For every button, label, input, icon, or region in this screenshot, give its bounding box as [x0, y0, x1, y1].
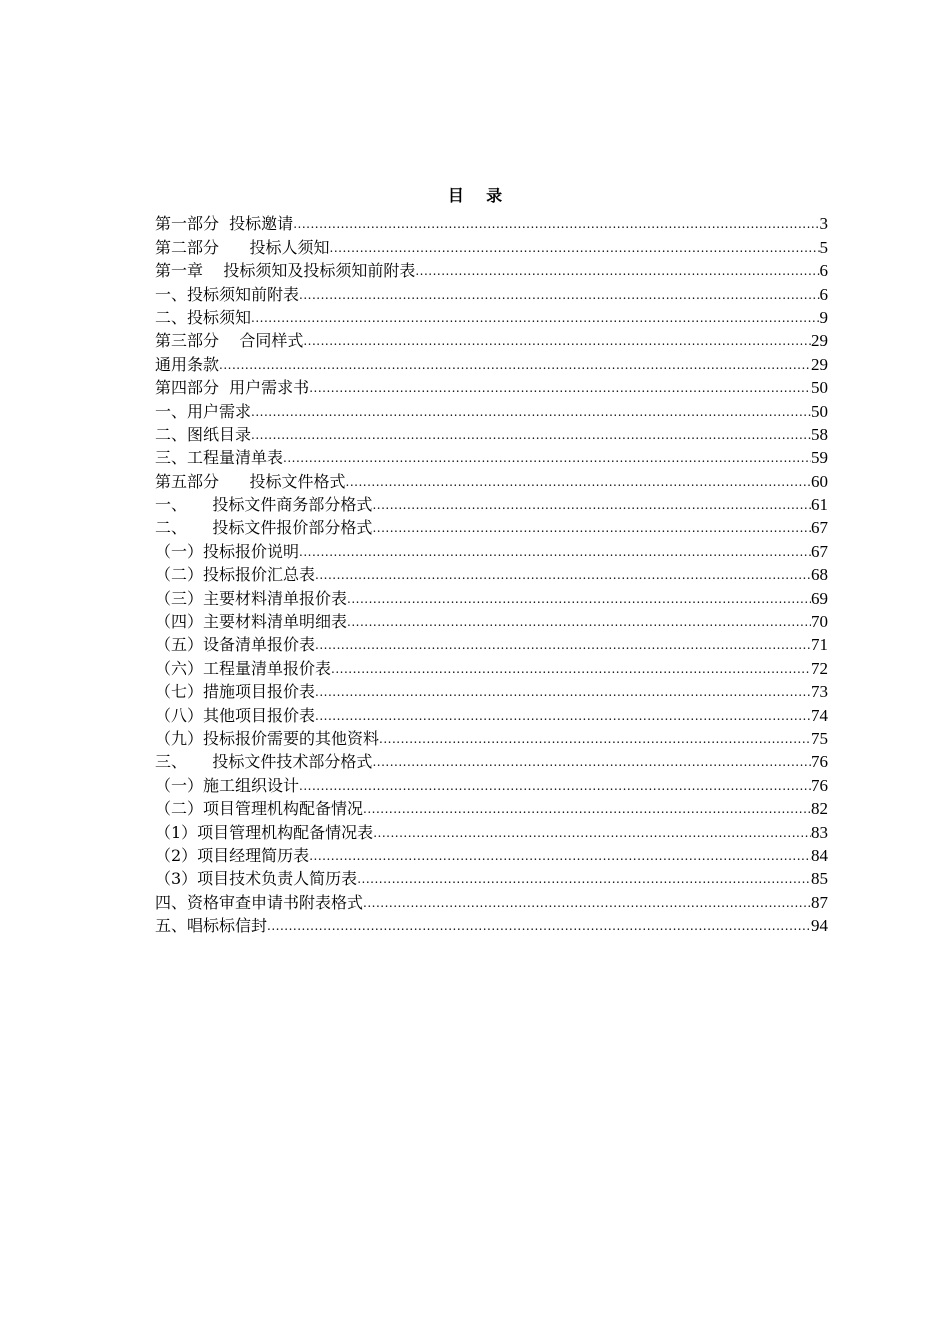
toc-entry[interactable] [155, 282, 828, 305]
toc-entry-label: （九）投标报价需要的其他资料 [155, 728, 380, 748]
toc-entry-label: 三、工程量清单表 [155, 448, 284, 468]
toc-entry[interactable] [155, 844, 828, 867]
toc-dot-leader [372, 497, 811, 513]
toc-entry-page-number: 82 [811, 799, 828, 819]
toc-entry[interactable] [155, 750, 828, 773]
toc-entry[interactable] [155, 446, 828, 469]
toc-dot-leader [299, 544, 811, 560]
toc-dot-leader [315, 708, 811, 724]
toc-entry-page-number: 73 [811, 682, 828, 702]
toc-entry-page-number: 9 [819, 307, 828, 327]
toc-entry-page-number: 76 [811, 752, 828, 772]
toc-entry-label: 四、资格审查申请书附表格式 [155, 892, 364, 912]
toc-entry-label: （1）项目管理机构配备情况表 [155, 822, 374, 842]
toc-entry-page-number: 74 [811, 705, 828, 725]
toc-entry-label: 第一部分 投标邀请 [155, 214, 294, 234]
toc-dot-leader [251, 427, 811, 443]
toc-entry[interactable] [155, 423, 828, 446]
toc-entry[interactable] [155, 797, 828, 820]
toc-entry[interactable] [155, 212, 828, 235]
toc-dot-leader [357, 871, 811, 887]
toc-dot-leader [251, 404, 811, 420]
toc-dot-leader [331, 661, 811, 677]
toc-dot-leader [283, 450, 811, 466]
toc-dot-leader [346, 474, 811, 490]
toc-entry-label: （六）工程量清单报价表 [155, 658, 332, 678]
toc-entry-label: 五、唱标标信封 [155, 916, 268, 936]
toc-entry-page-number: 85 [811, 869, 828, 889]
toc-entry-page-number: 67 [811, 541, 828, 561]
toc-entry-label: 一、用户需求 [155, 401, 252, 421]
toc-dot-leader [309, 848, 811, 864]
toc-dot-leader [373, 825, 811, 841]
toc-entry-label: 三、 投标文件技术部分格式 [155, 752, 373, 772]
toc-entry[interactable] [155, 563, 828, 586]
toc-dot-leader [379, 731, 811, 747]
toc-entry[interactable] [155, 820, 828, 843]
toc-entry[interactable] [155, 703, 828, 726]
toc-entry-page-number: 6 [819, 261, 828, 281]
toc-dot-leader [330, 240, 820, 256]
toc-dot-leader [372, 754, 811, 770]
toc-entry-page-number: 29 [811, 331, 828, 351]
toc-entry-page-number: 69 [811, 588, 828, 608]
toc-entry-label: 一、 投标文件商务部分格式 [155, 495, 373, 515]
toc-entry-page-number: 87 [811, 892, 828, 912]
toc-entry-page-number: 70 [811, 612, 828, 632]
toc-entry-label: 一、投标须知前附表 [155, 284, 300, 304]
toc-entry[interactable] [155, 773, 828, 796]
toc-dot-leader [347, 614, 811, 630]
toc-entry-label: （一）投标报价说明 [155, 541, 300, 561]
toc-entry-label: 第一章 投标须知及投标须知前附表 [155, 261, 416, 281]
toc-entry-page-number: 71 [811, 635, 828, 655]
toc-entry-page-number: 75 [811, 728, 828, 748]
toc-entry[interactable] [155, 469, 828, 492]
toc-entry[interactable] [155, 633, 828, 656]
toc-dot-leader [303, 333, 811, 349]
toc-entry-label: （3）项目技术负责人简历表 [155, 869, 358, 889]
toc-entry-page-number: 59 [811, 448, 828, 468]
toc-entry-page-number: 50 [811, 378, 828, 398]
toc-entry[interactable] [155, 352, 828, 375]
toc-entry-label: （二）项目管理机构配备情况 [155, 799, 364, 819]
toc-entry-label: （二）投标报价汇总表 [155, 565, 316, 585]
toc-dot-leader [299, 287, 819, 303]
toc-entry[interactable] [155, 656, 828, 679]
toc-entry-page-number: 50 [811, 401, 828, 421]
toc-dot-leader [315, 567, 811, 583]
toc-entry[interactable] [155, 516, 828, 539]
toc-entry-label: （三）主要材料清单报价表 [155, 588, 348, 608]
toc-dot-leader [299, 778, 811, 794]
toc-dot-leader [293, 216, 819, 232]
toc-dot-leader [372, 520, 811, 536]
toc-entry[interactable] [155, 539, 828, 562]
toc-entry-label: （一）施工组织设计 [155, 775, 300, 795]
toc-entry-label: （八）其他项目报价表 [155, 705, 316, 725]
toc-entry[interactable] [155, 680, 828, 703]
toc-dot-leader [309, 380, 811, 396]
toc-entry-page-number: 83 [811, 822, 828, 842]
toc-entry[interactable] [155, 586, 828, 609]
toc-title: 目 录 [447, 186, 503, 205]
toc-entry-label: 通用条款 [155, 354, 220, 374]
toc-entry-page-number: 68 [811, 565, 828, 585]
toc-entry-page-number: 5 [819, 237, 828, 257]
toc-entry[interactable] [155, 306, 828, 329]
toc-entry-page-number: 61 [811, 495, 828, 515]
toc-entry-label: （五）设备清单报价表 [155, 635, 316, 655]
toc-entry[interactable] [155, 259, 828, 282]
toc-entry[interactable] [155, 399, 828, 422]
toc-entry[interactable] [155, 610, 828, 633]
toc-dot-leader [363, 801, 811, 817]
toc-entry-label: 二、图纸目录 [155, 424, 252, 444]
toc-entry-page-number: 58 [811, 424, 828, 444]
toc-entry-label: 第五部分 投标文件格式 [155, 471, 346, 491]
toc-entry-label: （七）措施项目报价表 [155, 682, 316, 702]
toc-dot-leader [363, 895, 811, 911]
toc-dot-leader [415, 263, 819, 279]
toc-entry[interactable] [155, 727, 828, 750]
toc-entry-page-number: 72 [811, 658, 828, 678]
toc-entry-page-number: 84 [811, 845, 828, 865]
toc-entry-page-number: 6 [819, 284, 828, 304]
toc-dot-leader [267, 918, 811, 934]
toc-entry-label: （四）主要材料清单明细表 [155, 612, 348, 632]
toc-entry-label: 二、 投标文件报价部分格式 [155, 518, 373, 538]
toc-dot-leader [219, 357, 811, 373]
toc-entry[interactable] [155, 867, 828, 890]
toc-entry-label: 二、投标须知 [155, 307, 252, 327]
toc-dot-leader [251, 310, 819, 326]
toc-entry[interactable] [155, 235, 828, 258]
toc-entry[interactable] [155, 890, 828, 913]
toc-entry-label: 第三部分 合同样式 [155, 331, 304, 351]
toc-entry-page-number: 3 [819, 214, 828, 234]
toc-entry-page-number: 94 [811, 916, 828, 936]
toc-entry[interactable] [155, 914, 828, 937]
table-of-contents [155, 212, 828, 937]
toc-entry-page-number: 29 [811, 354, 828, 374]
toc-entry[interactable] [155, 493, 828, 516]
toc-entry-page-number: 60 [811, 471, 828, 491]
toc-entry-label: 第四部分 用户需求书 [155, 378, 310, 398]
toc-entry-page-number: 67 [811, 518, 828, 538]
toc-entry-label: 第二部分 投标人须知 [155, 237, 330, 257]
toc-entry-label: （2）项目经理简历表 [155, 845, 310, 865]
toc-dot-leader [315, 637, 811, 653]
toc-dot-leader [347, 591, 811, 607]
toc-entry[interactable] [155, 329, 828, 352]
toc-dot-leader [315, 684, 811, 700]
toc-entry[interactable] [155, 376, 828, 399]
toc-entry-page-number: 76 [811, 775, 828, 795]
